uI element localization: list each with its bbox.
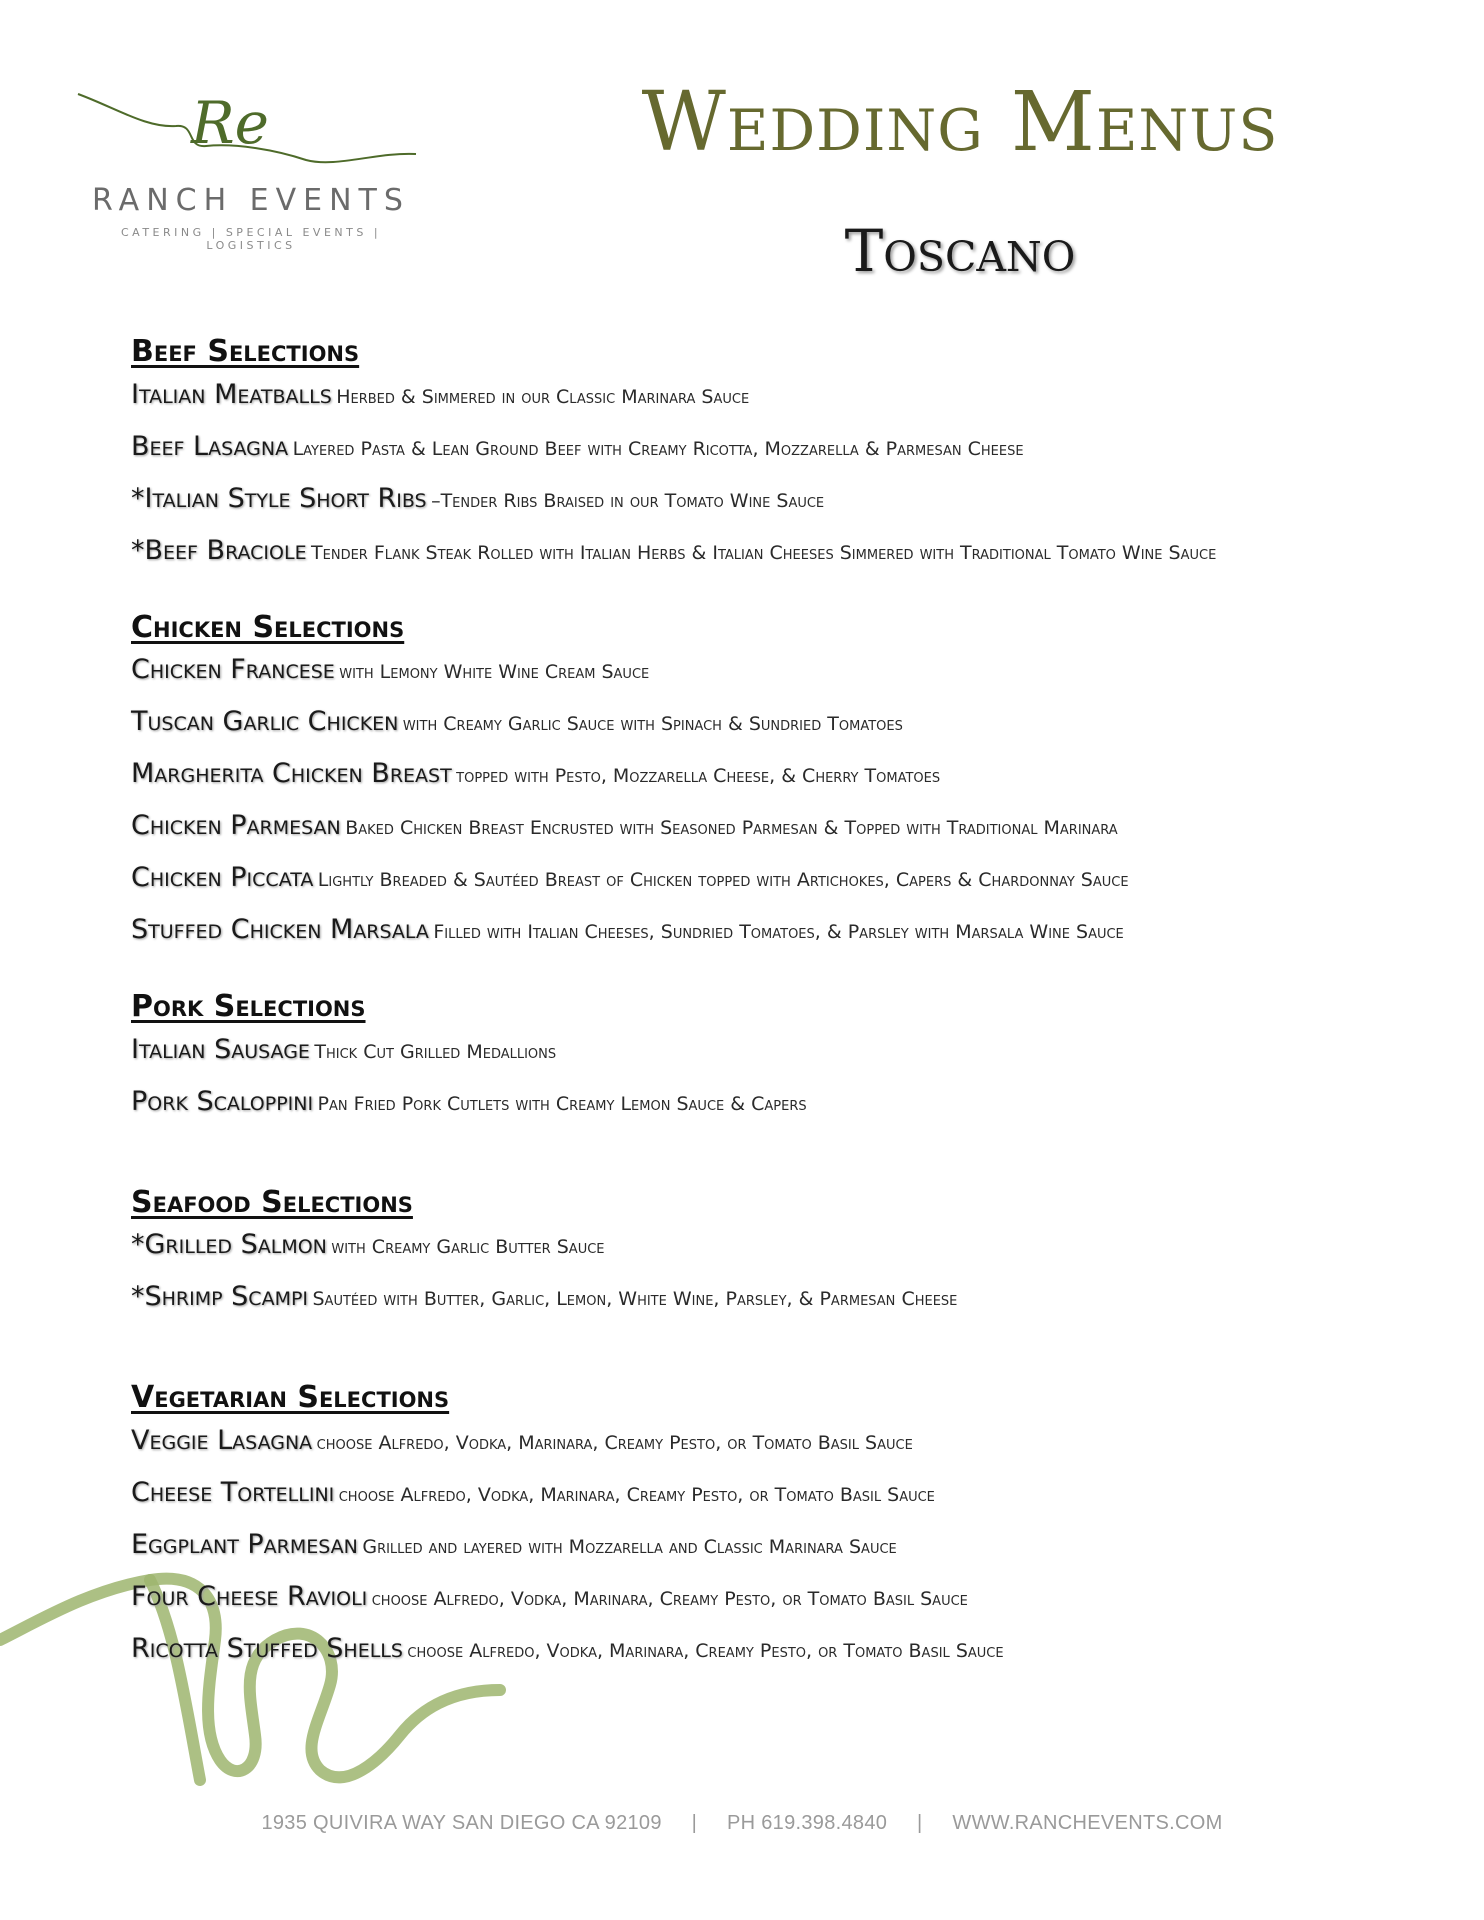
section-heading: Seafood Selections <box>131 1184 413 1220</box>
footer-contact <box>0 1812 1484 1835</box>
item-description: Pan Fried Pork Cutlets with Creamy Lemon Sauce & Capers <box>317 1092 807 1115</box>
logo-tagline: CATERING | SPECIAL EVENTS | LOGISTICS <box>120 226 382 252</box>
menu-item <box>131 1631 1346 1671</box>
menu-item <box>131 912 1346 952</box>
item-description: Lightly Breaded & Sautéed Breast of Chicken topped with Artichokes, Capers & Chardonnay Sauce <box>317 869 1129 891</box>
item-name: Veggie Lasagna <box>131 1424 313 1456</box>
item-description: with Creamy Garlic Butter Sauce <box>331 1236 605 1258</box>
item-description: Thick Cut Grilled Medallions <box>314 1040 557 1063</box>
menu-name: Toscano <box>844 217 1076 285</box>
item-name: Beef Lasagna <box>131 430 289 462</box>
item-name: Margherita Chicken Breast <box>131 758 452 789</box>
menu-item <box>131 1579 1346 1619</box>
section-vegetarian <box>131 1379 1346 1671</box>
item-name: *Italian Style Short Ribs <box>131 482 427 514</box>
item-name: *Grilled Salmon <box>131 1229 327 1260</box>
item-description: Sautéed with Butter, Garlic, Lemon, White Wine, Parsley, & Parmesan Cheese <box>312 1288 958 1310</box>
footer-phone: PH 619.398.4840 <box>726 1812 888 1834</box>
item-description: Layered Pasta & Lean Ground Beef with Creamy Ricotta, Mozzarella & Parmesan Cheese <box>292 437 1024 460</box>
item-name: Italian Meatballs <box>131 378 332 410</box>
company-logo <box>76 88 426 252</box>
item-description: Filled with Italian Cheeses, Sundried Tomatoes, & Parsley with Marsala Wine Sauce <box>433 921 1124 943</box>
item-name: Chicken Francese <box>131 654 335 685</box>
menu-item <box>131 1032 1346 1072</box>
item-description: with Lemony White Wine Cream Sauce <box>339 661 650 683</box>
item-name: Pork Scaloppini <box>131 1085 314 1117</box>
menu-item <box>131 808 1346 848</box>
section-seafood <box>131 1184 1346 1320</box>
logo-monogram-icon <box>76 88 426 183</box>
menu-item <box>131 1423 1346 1463</box>
item-description: Herbed & Simmered in our Classic Marinara Sauce <box>336 385 750 408</box>
item-description: Tender Flank Steak Rolled with Italian Herbs & Italian Cheeses Simmered with Traditional Tomato Wine Sauce <box>311 541 1217 564</box>
menu-item <box>131 1279 1346 1319</box>
item-name: Eggplant Parmesan <box>131 1528 358 1560</box>
footer-separator: | <box>917 1812 923 1834</box>
item-name: Chicken Parmesan <box>131 810 341 841</box>
item-description: choose Alfredo, Vodka, Marinara, Creamy Pesto, or Tomato Basil Sauce <box>338 1483 935 1506</box>
item-description: Grilled and layered with Mozzarella and Classic Marinara Sauce <box>362 1535 897 1558</box>
item-name: Cheese Tortellini <box>131 1476 335 1508</box>
menu-item <box>131 429 1346 469</box>
footer-address: 1935 QUIVIRA WAY SAN DIEGO CA 92109 <box>261 1812 662 1834</box>
item-description: Baked Chicken Breast Encrusted with Seasoned Parmesan & Topped with Traditional Marinara <box>345 817 1118 839</box>
menu-item <box>131 1227 1346 1267</box>
item-name: Tuscan Garlic Chicken <box>131 706 399 737</box>
menu-item <box>131 756 1346 796</box>
footer-website[interactable]: WWW.RANCHEVENTS.COM <box>952 1812 1223 1834</box>
logo-brand-name: RANCH EVENTS <box>92 183 410 218</box>
item-description: with Creamy Garlic Sauce with Spinach & Sundried Tomatoes <box>402 713 903 735</box>
menu-item <box>131 377 1346 417</box>
menu-item <box>131 481 1346 521</box>
menu-item <box>131 704 1346 744</box>
page-title: Wedding Menus <box>641 75 1279 170</box>
section-heading: Vegetarian Selections <box>131 1380 450 1415</box>
section-beef <box>131 333 1346 573</box>
item-name: Four Cheese Ravioli <box>131 1580 368 1612</box>
menu-item <box>131 1527 1346 1567</box>
item-description: choose Alfredo, Vodka, Marinara, Creamy Pesto, or Tomato Basil Sauce <box>316 1431 913 1454</box>
menu-body <box>131 333 1346 1707</box>
footer-separator: | <box>691 1812 698 1834</box>
item-name: *Beef Braciole <box>131 534 307 566</box>
section-chicken <box>131 609 1346 953</box>
item-name: Chicken Piccata <box>131 862 314 893</box>
section-heading: Pork Selections <box>131 989 366 1024</box>
menu-item <box>131 533 1346 573</box>
menu-item <box>131 1475 1346 1515</box>
item-description: –Tender Ribs Braised in our Tomato Wine Sauce <box>431 489 825 512</box>
logo-monogram-text: Re <box>191 89 269 157</box>
section-heading: Chicken Selections <box>131 609 405 645</box>
item-name: Italian Sausage <box>131 1033 310 1065</box>
menu-item <box>131 860 1346 900</box>
item-description: choose Alfredo, Vodka, Marinara, Creamy Pesto, or Tomato Basil Sauce <box>371 1587 968 1610</box>
item-name: *Shrimp Scampi <box>131 1281 309 1312</box>
item-description: choose Alfredo, Vodka, Marinara, Creamy Pesto, or Tomato Basil Sauce <box>407 1639 1004 1662</box>
menu-item <box>131 1084 1346 1124</box>
item-description: topped with Pesto, Mozzarella Cheese, & Cherry Tomatoes <box>456 765 941 787</box>
section-pork <box>131 988 1346 1124</box>
section-heading: Beef Selections <box>131 334 360 369</box>
menu-item <box>131 652 1346 692</box>
item-name: Ricotta Stuffed Shells <box>131 1632 403 1664</box>
item-name: Stuffed Chicken Marsala <box>131 914 429 945</box>
